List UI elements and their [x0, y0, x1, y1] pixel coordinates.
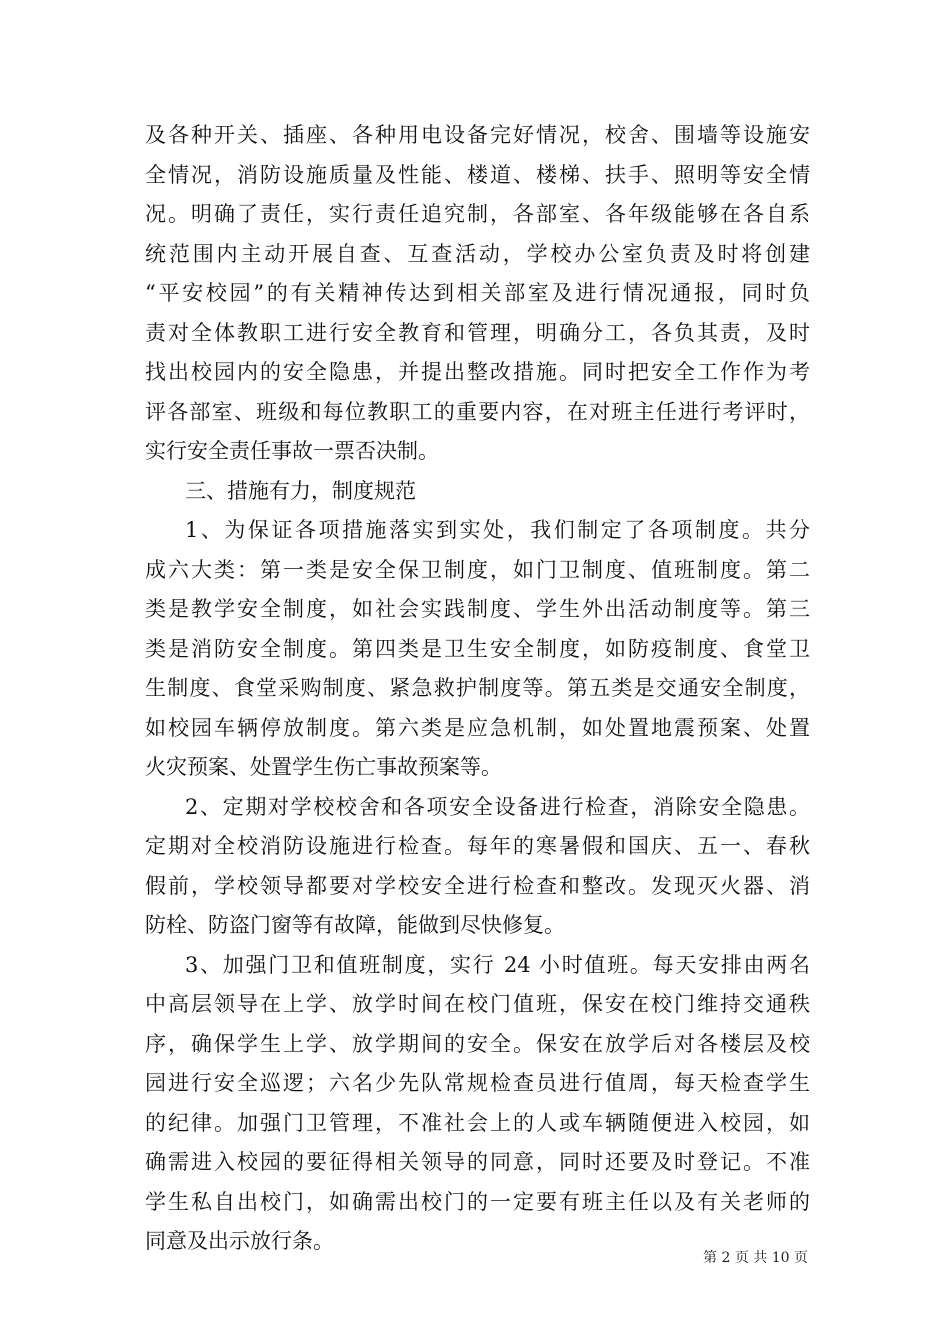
- text-line: “平安校园”的有关精神传达到相关部室及进行情况通报，同时负: [145, 281, 810, 305]
- text-line: 评各部室、班级和每位教职工的重要内容，在对班主任进行考评时，: [145, 399, 810, 424]
- document-body: [145, 116, 810, 1262]
- text-line: 防栓、防盗门窗等有故障，能做到尽快修复。: [145, 913, 565, 937]
- text-line: 3、加强门卫和值班制度，实行 24 小时值班。每天安排由两名: [185, 952, 810, 977]
- text-line: 1、为保证各项措施落实到实处，我们制定了各项制度。共分: [185, 518, 810, 542]
- text-line: 序，确保学生上学、放学期间的安全。保安在放学后对各楼层及校: [145, 1031, 810, 1056]
- section-heading: 三、措施有力，制度规范: [185, 478, 416, 503]
- text-line: 同意及出示放行条。: [145, 1229, 334, 1253]
- page-number: 第 2 页 共 10 页: [703, 1250, 808, 1266]
- text-line: 成六大类：第一类是安全保卫制度，如门卫制度、值班制度。第二: [145, 557, 810, 582]
- text-line: 假前，学校领导都要对学校安全进行检查和整改。发现灭火器、消: [145, 873, 810, 898]
- text-line: 类是教学安全制度，如社会实践制度、学生外出活动制度等。第三: [145, 597, 810, 621]
- text-line: 火灾预案、处置学生伤亡事故预案等。: [145, 755, 502, 779]
- text-line: 统范围内主动开展自查、互查活动，学校办公室负责及时将创建: [145, 241, 810, 266]
- text-line: 如校园车辆停放制度。第六类是应急机制，如处置地震预案、处置: [145, 715, 810, 740]
- text-line: 确需进入校园的要征得相关领导的同意，同时还要及时登记。不准: [145, 1150, 810, 1174]
- text-line: 园进行安全巡逻；六名少先队常规检查员进行值周，每天检查学生: [145, 1071, 810, 1095]
- text-line: 类是消防安全制度。第四类是卫生安全制度，如防疫制度、食堂卫: [145, 636, 810, 661]
- text-line: 生制度、食堂采购制度、紧急救护制度等。第五类是交通安全制度，: [145, 676, 810, 700]
- text-line: 实行安全责任事故一票否决制。: [145, 439, 439, 463]
- text-line: 况。明确了责任，实行责任追究制，各部室、各年级能够在各自系: [145, 202, 810, 226]
- text-line: 中高层领导在上学、放学时间在校门值班，保安在校门维持交通秩: [145, 992, 810, 1016]
- text-line: 责对全体教职工进行安全教育和管理，明确分工，各负其责，及时: [145, 320, 810, 345]
- text-line: 定期对全校消防设施进行检查。每年的寒暑假和国庆、五一、春秋: [145, 834, 810, 858]
- text-line: 2、定期对学校校舍和各项安全设备进行检查，消除安全隐患。: [185, 794, 810, 819]
- text-line: 的纪律。加强门卫管理，不准社会上的人或车辆随便进入校园，如: [145, 1110, 810, 1135]
- text-line: 找出校园内的安全隐患，并提出整改措施。同时把安全工作作为考: [145, 360, 810, 384]
- text-line: 全情况，消防设施质量及性能、楼道、楼梯、扶手、照明等安全情: [145, 162, 810, 187]
- text-line: 学生私自出校门，如确需出校门的一定要有班主任以及有关老师的: [145, 1189, 810, 1214]
- text-line: 及各种开关、插座、各种用电设备完好情况，校舍、围墙等设施安: [145, 123, 810, 147]
